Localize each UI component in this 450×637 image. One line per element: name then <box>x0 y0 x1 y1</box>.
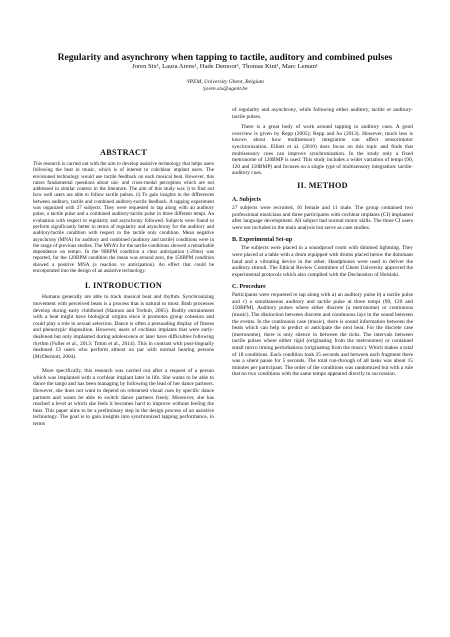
method-heading: II. METHOD <box>297 180 348 190</box>
intro-paragraph: More specifically, this research was carried out after a request of a person which was implanted with a cochlear implant later in life. She wants to be able to dance the tango and has been managing by following the lead of her dance partners. However, she does not want to depend on rehearsed visual cues by specific dance partners and wants be able to switch dance partners freely. Moreover, she has reached a level at which she feels it becomes hard to improve without feeling the beat. This paper aims to be a preliminary step in the design process of an assistive technology. The goal is to gain insights into synchronized tapping performance, in terms <box>33 368 214 428</box>
email: ¹joren.six@ugent.be <box>202 86 248 92</box>
setup-heading: B. Experimental Set-up <box>232 237 293 244</box>
abstract-text: This research is carried out with the aim to develop assistive technology that helps users following the beat in music, which is of interest to cohchlear implant users. The envisioned technology would use tactile feedback on each musical beat. However, this raises fundamental questions about uni- and cross-modal perception which are not addressed in similar context in the literature. The aim of this study was i) to find out how well users are able to follow tactile pulses. ii) To gain insights in the differences between auditory, tactile and combined auditory-tactile feedback. A tapping experiment was organized with 27 subjects. They were requested to tap along with an auditory pulse, a tactile pulse and a combined auditory-tactile pulse in three different tempi. An evaluation with respect to regularity and asynchrony followed. Subjects were found to perform significantly better in terms of regularity and asynchrony for the auditory and auditory/tactile condition with respect to the tactile only condition. Mean negative asynchrony (MNA) for auditory and combined (auditory and tactile) conditions were in the range of previous studies. The MNA’s for the tactile conditions showed a remarkable dependence on tempo. In the 90BPM condition a clear anticipation (-20ms) was reported, for the 120BPM condition the mean was around zero, the 150BPM condition showed a positive MNA (a reaction vs anticipation). An effect that could be encorporated into the design of an assistive technology. <box>33 161 214 275</box>
affiliation: ¹IPEM, University Ghent, Belgium <box>186 79 264 85</box>
affiliation-block <box>10 79 440 93</box>
intro-paragraph: Humans generally are able to track musical beat and rhythm. Synchronizing movement with perceived beats is a process that is natural to most. Both processes develop during early childhood (Hannon and Trehub, 2005). Bodily entrainment with a beat might have biological origins since it promotes group cohesion and could play a role in sexual selection. Dance is often a persuading display of fitness and phenotypic disposition. However, users of cochlear implants that were early-deafened but only implanted during adolescence or later have difficulties following rhythm (Fuller et al., 2013; Timm et al., 2014). This in contrast with post-lingually deafened CI users who perform almost on par with normal hearing persons (McDermott, 2004). <box>33 294 214 360</box>
setup-text: The subjects were placed in a soundproof room with dimmed lightning. They were placed at a table with a drum equipped with drums placed below the dominant hand and a vibrating device in the other. Headphones were used to deliver the auditory stimuli. The Ethical Review Committee of Ghent University approved the experimental protocols which also complied with the Declaration of Helsinki. <box>232 245 413 278</box>
procedure-heading: C. Procedure <box>232 284 266 291</box>
introduction-heading: I. INTRODUCTION <box>84 281 163 291</box>
right-column <box>232 107 413 382</box>
paper-title: Regularity and asynchrony when tapping to tactile, auditory and combined pulses <box>57 52 393 63</box>
author-list: Joren Six¹, Laura Arens¹, Hade Demoor¹, Thomas Kint¹, Marc Leman¹ <box>132 63 318 70</box>
related-work-paragraph: There is a great body of work around tapping to auditory cues. A good overview is given by Repp (2005); Repp and Su (2013). However, much less is known about how multisensory integration can affect sensorimotor synchronization. Elliott et al. (2010) does focus on this topic and finds that multisensory cues can improve synchronization. In the study only a fixed metronome of 120BMP is used. This study includes a wider variation of tempi (90, 120 and 150BMP) and focuses on a single type of multisensory integration: tactile-auditory cues. <box>232 124 413 177</box>
intro-continuation: of regularity and asynchrony, while following either auditory, tactile or auditory-tactile pulses. <box>232 107 413 120</box>
abstract-heading: ABSTRACT <box>100 148 147 157</box>
subjects-text: 27 subjects were recruited, 16 female and 11 male. The group contained two professional musicians and three participants with cochlear implants (CI) implanted after language development. All subject had normal motor skills. The three CI users were not included in the main analysis but serve as case studies. <box>232 204 413 231</box>
procedure-text: Participants were requested to tap along with a) an auditory pulse b) a tactile pulse and c) a simultaneous auditory and tactile pulse at three tempi (90, 120 and 150BPM). Auditory pulses where either discrete (a metronome) or continuous (music). The distinction between discrete and continuous lays in the sound between the events. In the continuous case (music), there is sound information between the beats which can help to predict or anticipate the next beat. For the discrete case (metronome), there is only silence in between the ticks. The intervals between tactile pulses where either rigid (originating from the metronome) or contained small micro timing perturbations (originating from the music). Which makes a total of 18 conditions. Each condition took 35 seconds and between each fragment there was a silent pause for 5 seconds. The total run-through of all tasks was about 15 minutes per participant. The order of the conditions was randomized but with a rule that no two conditions with the same tempo appeared directly in succession. <box>232 292 413 378</box>
left-column <box>33 144 214 432</box>
subjects-heading: A. Subjects <box>232 196 262 203</box>
